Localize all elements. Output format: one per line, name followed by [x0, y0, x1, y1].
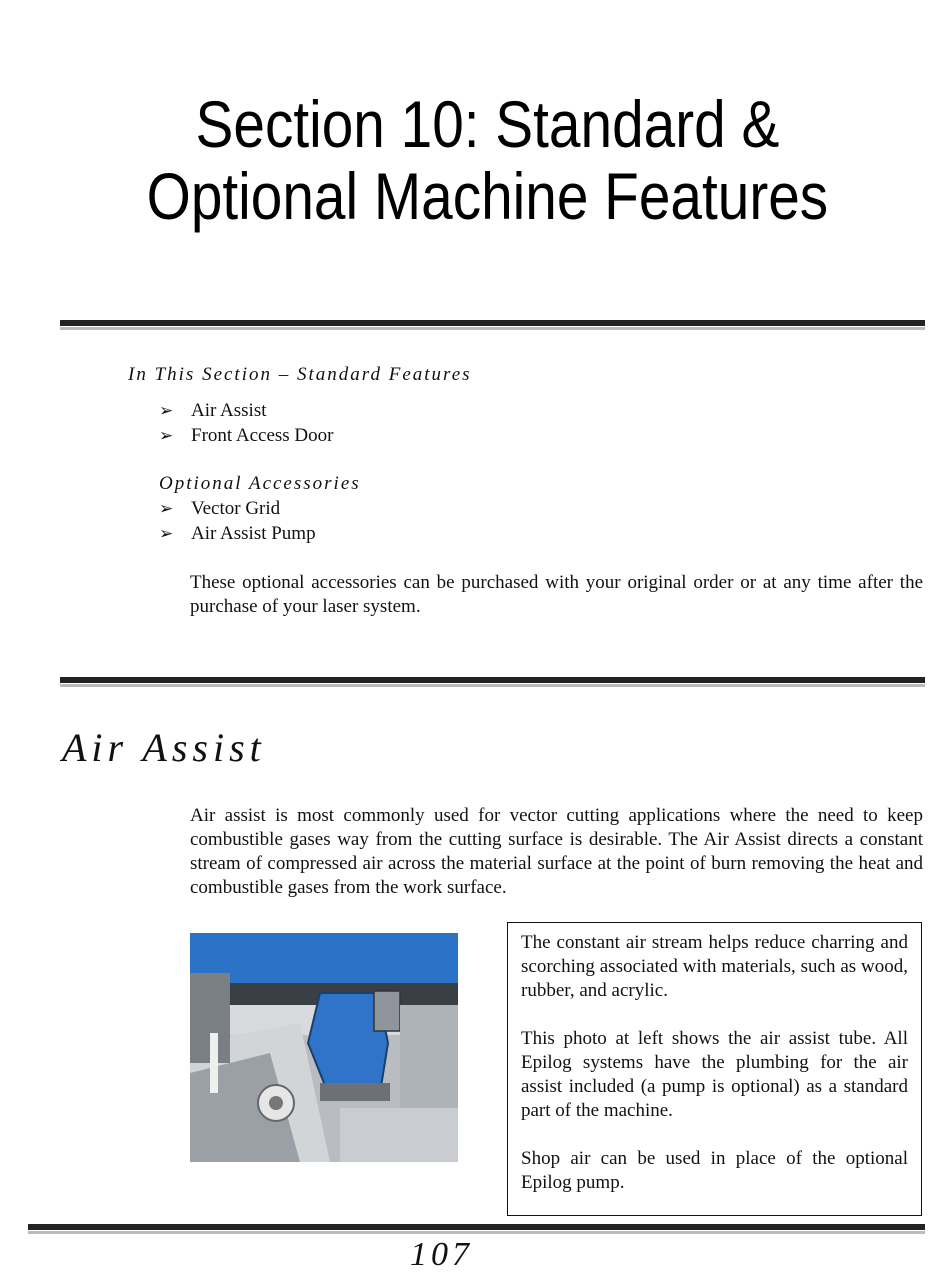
- bullet-label: Air Assist: [191, 400, 267, 421]
- footer-divider: [28, 1224, 925, 1230]
- air-assist-info-box: [507, 922, 922, 1216]
- arrowhead-bullet-icon: ➢: [159, 401, 174, 420]
- section-title: [68, 88, 907, 232]
- arrowhead-bullet-icon: ➢: [159, 499, 174, 518]
- air-assist-photo: [190, 933, 458, 1162]
- info-box-paragraph: Shop air can be used in place of the optional Epilog pump.: [521, 1148, 908, 1193]
- bullet-label: Vector Grid: [191, 498, 281, 519]
- bullet-label: Air Assist Pump: [191, 523, 316, 544]
- info-box-paragraph: The constant air stream helps reduce charring and scorching associated with materials, such as wood, rubber, and acrylic.: [521, 932, 908, 1001]
- bullet-air-assist: [159, 398, 267, 423]
- section-title-line-1: Section 10: Standard &: [195, 87, 780, 161]
- air-assist-heading: Air Assist: [62, 725, 266, 770]
- air-assist-intro: Air assist is most commonly used for vector cutting applications where the need to keep combustible gases way from the cutting surface is desirable. The Air Assist directs a constant stream of compressed air across the material surface at the point of burn removing the heat and combustible gases from the work surface.: [190, 805, 923, 898]
- middle-divider: [60, 677, 925, 683]
- in-section-heading: In This Section – Standard Features: [128, 364, 472, 385]
- bullet-vector-grid: [159, 496, 280, 521]
- top-divider: [60, 320, 925, 326]
- optional-accessories-heading: Optional Accessories: [159, 473, 361, 494]
- bullet-label: Front Access Door: [191, 425, 334, 446]
- arrowhead-bullet-icon: ➢: [159, 426, 174, 445]
- page-number: 107: [410, 1236, 473, 1273]
- optional-accessories-note: These optional accessories can be purchased with your original order or at any time after the purchase of your laser system.: [190, 572, 923, 617]
- info-box-paragraph: This photo at left shows the air assist tube. All Epilog systems have the plumbing for the air assist included (a pump is optional) as a standard part of the machine.: [521, 1028, 908, 1121]
- bullet-front-access-door: [159, 423, 333, 448]
- section-title-line-2: Optional Machine Features: [146, 159, 829, 233]
- arrowhead-bullet-icon: ➢: [159, 524, 174, 543]
- bullet-air-assist-pump: [159, 521, 316, 546]
